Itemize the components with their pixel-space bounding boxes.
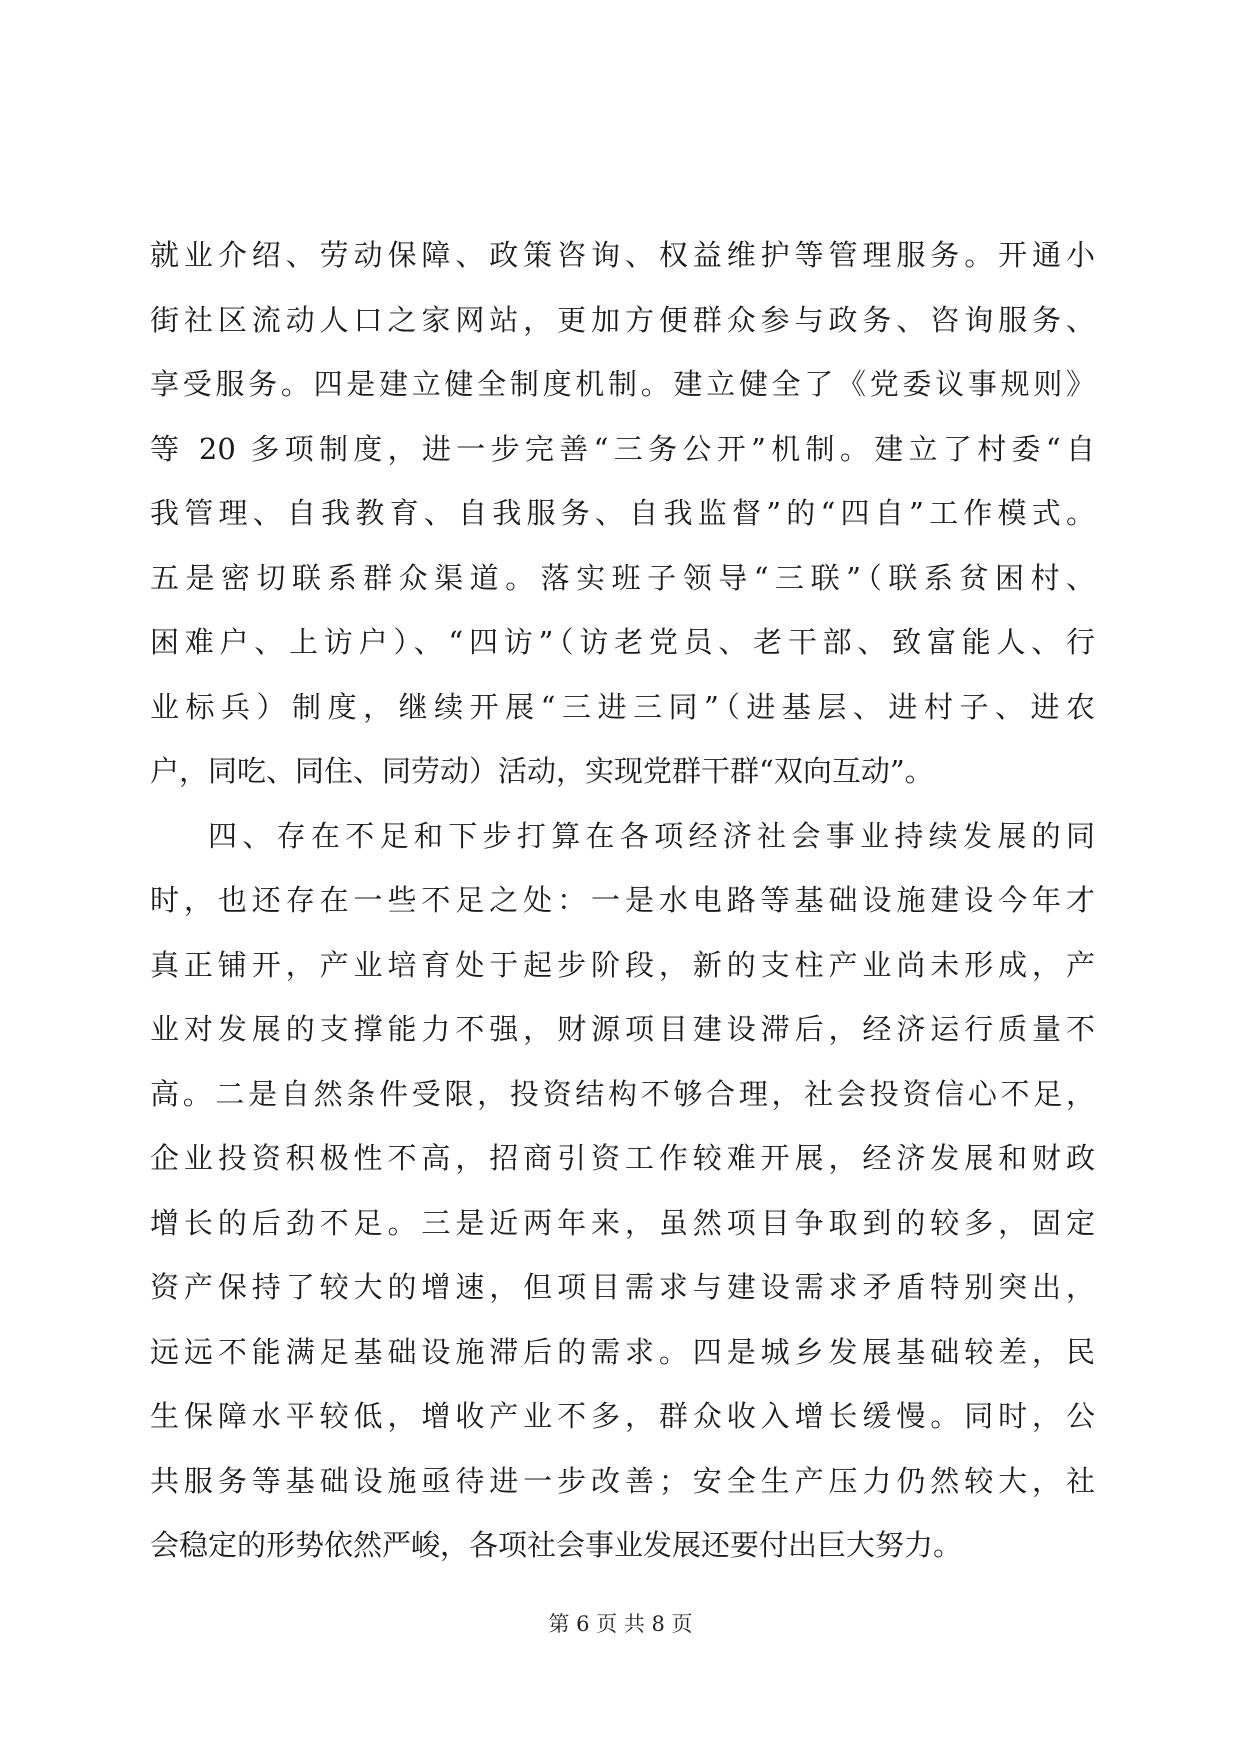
text-line: 资产保持了较大的增速，但项目需求与建设需求矛盾特别突出， (150, 1270, 1095, 1304)
text-line: 就业介绍、劳动保障、政策咨询、权益维护等管理服务。开通小 (150, 238, 1095, 272)
text-line: 真正铺开，产业培育处于起步阶段，新的支柱产业尚未形成，产 (150, 947, 1095, 982)
text-line: 我管理、自我教育、自我服务、自我监督”的“四自”工作模式。 (150, 496, 1095, 530)
text-line: 共服务等基础设施亟待进一步改善；安全生产压力仍然较大，社 (150, 1463, 1095, 1498)
page-number-footer: 第 6 页 共 8 页 (548, 1612, 693, 1636)
text-line: 业对发展的支撑能力不强，财源项目建设滞后，经济运行质量不 (150, 1012, 1095, 1046)
text-line: 远远不能满足基础设施滞后的需求。四是城乡发展基础较差，民 (150, 1334, 1095, 1369)
text-line: 等 20 多项制度，进一步完善“三务公开”机制。建立了村委“自 (150, 431, 1095, 466)
text-line: 会稳定的形势依然严峻，各项社会事业发展还要付出巨大努力。 (150, 1528, 963, 1562)
text-line: 企业投资积极性不高，招商引资工作较难开展，经济发展和财政 (150, 1141, 1095, 1175)
section-heading-line: 四、存在不足和下步打算在各项经济社会事业持续发展的同 (208, 818, 1095, 853)
body-text (150, 223, 1095, 1578)
text-line: 五是密切联系群众渠道。落实班子领导“三联”（联系贫困村、 (150, 560, 1095, 595)
text-line: 业标兵）制度，继续开展“三进三同”（进基层、进村子、进农 (150, 689, 1095, 724)
text-line: 困难户、上访户）、“四访”（访老党员、老干部、致富能人、行 (150, 625, 1095, 659)
text-line: 高。二是自然条件受限，投资结构不够合理，社会投资信心不足， (150, 1076, 1095, 1111)
text-line: 生保障水平较低，增收产业不多，群众收入增长缓慢。同时，公 (150, 1399, 1095, 1433)
text-line: 时，也还存在一些不足之处：一是水电路等基础设施建设今年才 (150, 883, 1095, 917)
text-line: 街社区流动人口之家网站，更加方便群众参与政务、咨询服务、 (150, 302, 1095, 337)
text-line: 增长的后劲不足。三是近两年来，虽然项目争取到的较多，固定 (150, 1205, 1095, 1240)
text-line: 享受服务。四是建立健全制度机制。建立健全了《党委议事规则》 (150, 367, 1095, 401)
text-line: 户，同吃、同住、同劳动）活动，实现党群干群“双向互动”。 (150, 754, 934, 788)
